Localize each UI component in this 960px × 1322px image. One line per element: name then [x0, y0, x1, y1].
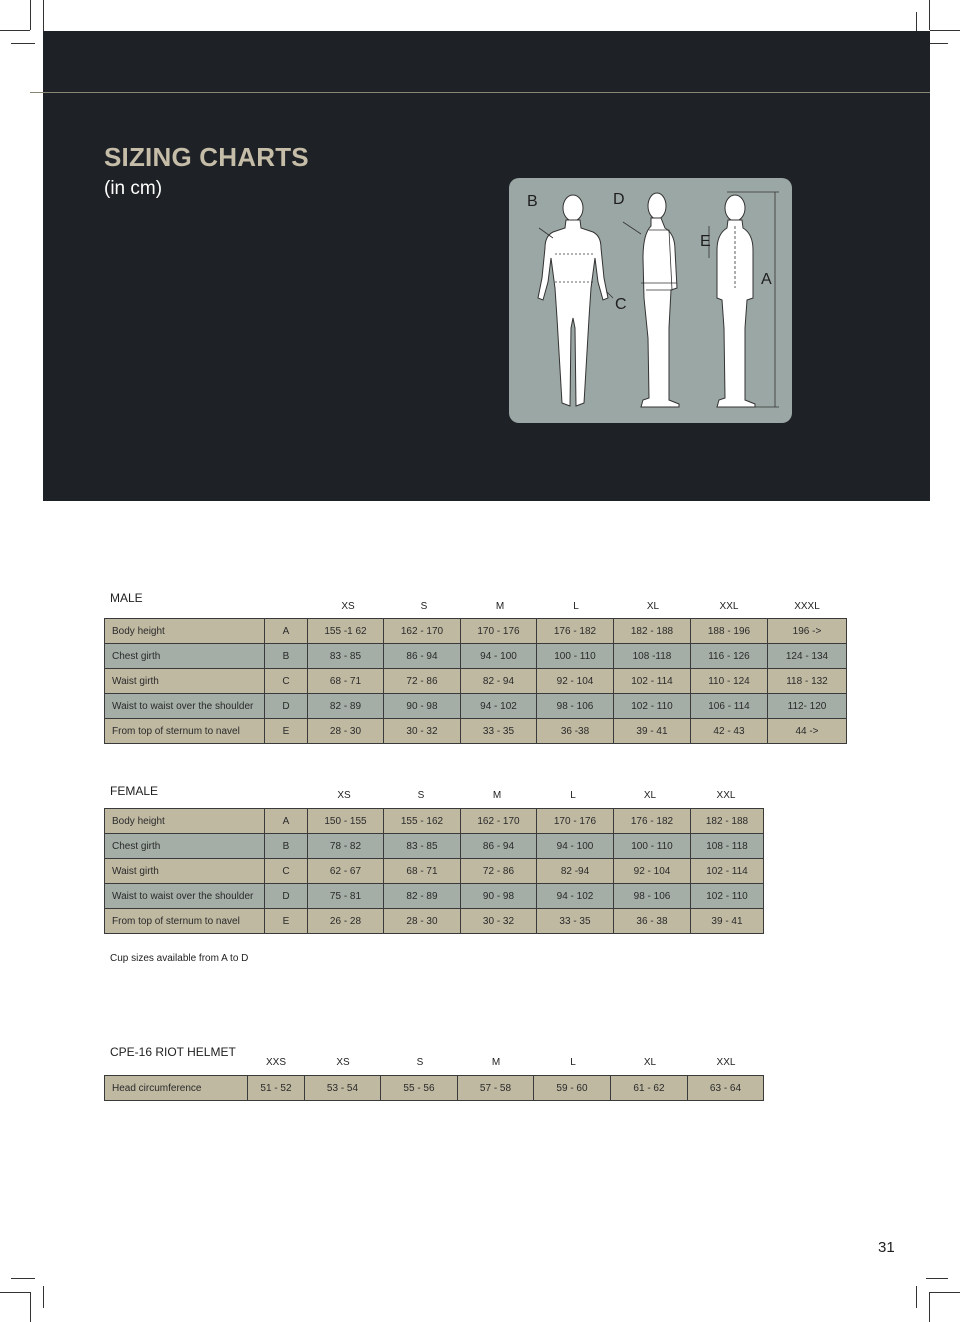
table-cell: 51 - 52	[248, 1076, 305, 1101]
table-cell: 102 - 110	[691, 884, 764, 909]
table-cell: 155 -1 62	[308, 619, 384, 644]
table-cell: 196 ->	[768, 619, 847, 644]
crop-mark	[30, 1292, 31, 1322]
size-header: XS	[341, 601, 355, 612]
table-row	[105, 809, 764, 834]
table-cell: 68 - 71	[384, 859, 461, 884]
table-cell: 33 - 35	[461, 719, 537, 744]
table-cell: 92 - 104	[537, 669, 614, 694]
row-label: From top of sternum to navel	[105, 719, 265, 744]
row-label: Waist girth	[105, 669, 265, 694]
table-cell: 28 - 30	[308, 719, 384, 744]
row-code: A	[265, 619, 308, 644]
figure-label-e: E	[700, 233, 711, 250]
table-row	[105, 1076, 764, 1101]
table-cell: 39 - 41	[614, 719, 691, 744]
size-header: M	[492, 790, 502, 801]
table-cell: 182 - 188	[691, 809, 764, 834]
table-cell: 28 - 30	[384, 909, 461, 934]
size-header: XS	[336, 1057, 350, 1068]
table-cell: 100 - 110	[537, 644, 614, 669]
table-cell: 61 - 62	[611, 1076, 688, 1101]
crop-mark	[930, 1292, 960, 1293]
table-cell: 75 - 81	[308, 884, 384, 909]
page-number: 31	[878, 1239, 895, 1256]
row-label: Head circumference	[105, 1076, 248, 1101]
row-label: Chest girth	[105, 644, 265, 669]
size-header: XL	[643, 790, 657, 801]
table-cell: 94 - 100	[537, 834, 614, 859]
table-cell: 30 - 32	[384, 719, 461, 744]
helmet-size-header	[238, 1057, 778, 1071]
row-label: Waist to waist over the shoulder	[105, 694, 265, 719]
table-cell: 98 - 106	[614, 884, 691, 909]
table-cell: 102 - 114	[691, 859, 764, 884]
table-cell: 55 - 56	[381, 1076, 458, 1101]
size-header: S	[416, 1057, 424, 1068]
row-code: E	[265, 719, 308, 744]
table-cell: 98 - 106	[537, 694, 614, 719]
size-header: L	[573, 601, 579, 612]
table-cell: 39 - 41	[691, 909, 764, 934]
female-size-table	[104, 808, 764, 934]
table-row	[105, 909, 764, 934]
figure-label-a: A	[761, 271, 772, 288]
crop-mark	[926, 1278, 948, 1279]
male-size-header	[310, 601, 850, 615]
table-cell: 63 - 64	[688, 1076, 764, 1101]
table-cell: 124 - 134	[768, 644, 847, 669]
size-header: XL	[646, 601, 660, 612]
table-cell: 188 - 196	[691, 619, 768, 644]
table-cell: 106 - 114	[691, 694, 768, 719]
table-row	[105, 644, 847, 669]
row-label: Chest girth	[105, 834, 265, 859]
table-row	[105, 669, 847, 694]
table-cell: 94 - 100	[461, 644, 537, 669]
size-header: XXL	[716, 790, 736, 801]
table-cell: 100 - 110	[614, 834, 691, 859]
table-cell: 102 - 110	[614, 694, 691, 719]
crop-mark	[11, 43, 35, 44]
row-code: D	[265, 884, 308, 909]
table-cell: 82 -94	[537, 859, 614, 884]
female-size-header	[306, 790, 776, 804]
table-cell: 155 - 162	[384, 809, 461, 834]
table-cell: 86 - 94	[384, 644, 461, 669]
cup-size-note: Cup sizes available from A to D	[110, 953, 249, 964]
row-code: B	[265, 834, 308, 859]
row-code: C	[265, 859, 308, 884]
row-code: B	[265, 644, 308, 669]
page-subtitle: (in cm)	[104, 178, 163, 199]
crop-mark	[916, 1286, 917, 1308]
size-header: S	[420, 601, 428, 612]
size-header: XL	[643, 1057, 657, 1068]
crop-mark	[11, 1278, 35, 1279]
table-row	[105, 619, 847, 644]
row-label: Body height	[105, 619, 265, 644]
table-row	[105, 719, 847, 744]
size-header: XS	[337, 790, 351, 801]
table-cell: 82 - 89	[384, 884, 461, 909]
table-cell: 59 - 60	[534, 1076, 611, 1101]
size-header: S	[417, 790, 425, 801]
table-cell: 112- 120	[768, 694, 847, 719]
size-header: M	[495, 601, 505, 612]
crop-mark	[929, 1292, 930, 1322]
male-size-table	[104, 618, 847, 744]
helmet-size-table	[104, 1075, 764, 1101]
crop-mark	[930, 30, 960, 31]
table-cell: 36 - 38	[614, 909, 691, 934]
table-cell: 102 - 114	[614, 669, 691, 694]
table-cell: 86 - 94	[461, 834, 537, 859]
row-code: A	[265, 809, 308, 834]
table-cell: 94 - 102	[537, 884, 614, 909]
table-cell: 83 - 85	[384, 834, 461, 859]
table-cell: 110 - 124	[691, 669, 768, 694]
table-cell: 90 - 98	[384, 694, 461, 719]
size-header: L	[570, 1057, 576, 1068]
table-cell: 82 - 94	[461, 669, 537, 694]
size-header: XXXL	[794, 601, 820, 612]
figure-label-d: D	[613, 191, 625, 208]
table-cell: 176 - 182	[614, 809, 691, 834]
table-cell: 94 - 102	[461, 694, 537, 719]
crop-mark	[0, 1292, 30, 1293]
crop-mark	[30, 0, 31, 30]
table-cell: 162 - 170	[461, 809, 537, 834]
size-header: XXS	[265, 1057, 286, 1068]
crop-mark	[929, 0, 930, 30]
table-cell: 33 - 35	[537, 909, 614, 934]
table-cell: 170 - 176	[461, 619, 537, 644]
table-cell: 118 - 132	[768, 669, 847, 694]
row-label: Waist to waist over the shoulder	[105, 884, 265, 909]
table-row	[105, 859, 764, 884]
table-row	[105, 884, 764, 909]
table-cell: 90 - 98	[461, 884, 537, 909]
table-cell: 182 - 188	[614, 619, 691, 644]
row-code: C	[265, 669, 308, 694]
table-cell: 42 - 43	[691, 719, 768, 744]
helmet-section-title: CPE-16 RIOT HELMET	[110, 1045, 236, 1059]
table-cell: 150 - 155	[308, 809, 384, 834]
table-cell: 72 - 86	[461, 859, 537, 884]
table-row	[105, 834, 764, 859]
figure-label-b: B	[527, 193, 538, 210]
table-cell: 26 - 28	[308, 909, 384, 934]
table-cell: 62 - 67	[308, 859, 384, 884]
figure-label-c: C	[615, 296, 627, 313]
row-code: D	[265, 694, 308, 719]
hero-divider	[30, 92, 930, 93]
size-header: XXL	[716, 1057, 736, 1068]
table-cell: 83 - 85	[308, 644, 384, 669]
table-cell: 92 - 104	[614, 859, 691, 884]
table-cell: 176 - 182	[537, 619, 614, 644]
table-cell: 68 - 71	[308, 669, 384, 694]
measurement-diagram	[509, 178, 792, 423]
table-cell: 116 - 126	[691, 644, 768, 669]
page-title: SIZING CHARTS	[104, 142, 309, 172]
table-cell: 57 - 58	[458, 1076, 534, 1101]
table-cell: 108 - 118	[691, 834, 764, 859]
table-cell: 82 - 89	[308, 694, 384, 719]
table-cell: 162 - 170	[384, 619, 461, 644]
table-cell: 170 - 176	[537, 809, 614, 834]
table-cell: 53 - 54	[305, 1076, 381, 1101]
crop-mark	[43, 1286, 44, 1308]
row-label: Waist girth	[105, 859, 265, 884]
male-section-title: MALE	[110, 591, 143, 605]
size-header: M	[491, 1057, 501, 1068]
size-header: L	[570, 790, 576, 801]
size-header: XXL	[719, 601, 739, 612]
female-section-title: FEMALE	[110, 784, 159, 798]
table-cell: 78 - 82	[308, 834, 384, 859]
table-cell: 44 ->	[768, 719, 847, 744]
table-cell: 36 -38	[537, 719, 614, 744]
row-label: From top of sternum to navel	[105, 909, 265, 934]
hero-panel	[43, 31, 930, 501]
table-cell: 30 - 32	[461, 909, 537, 934]
row-label: Body height	[105, 809, 265, 834]
row-code: E	[265, 909, 308, 934]
table-row	[105, 694, 847, 719]
table-cell: 72 - 86	[384, 669, 461, 694]
crop-mark	[930, 43, 948, 44]
table-cell: 108 -118	[614, 644, 691, 669]
crop-mark	[0, 30, 30, 31]
